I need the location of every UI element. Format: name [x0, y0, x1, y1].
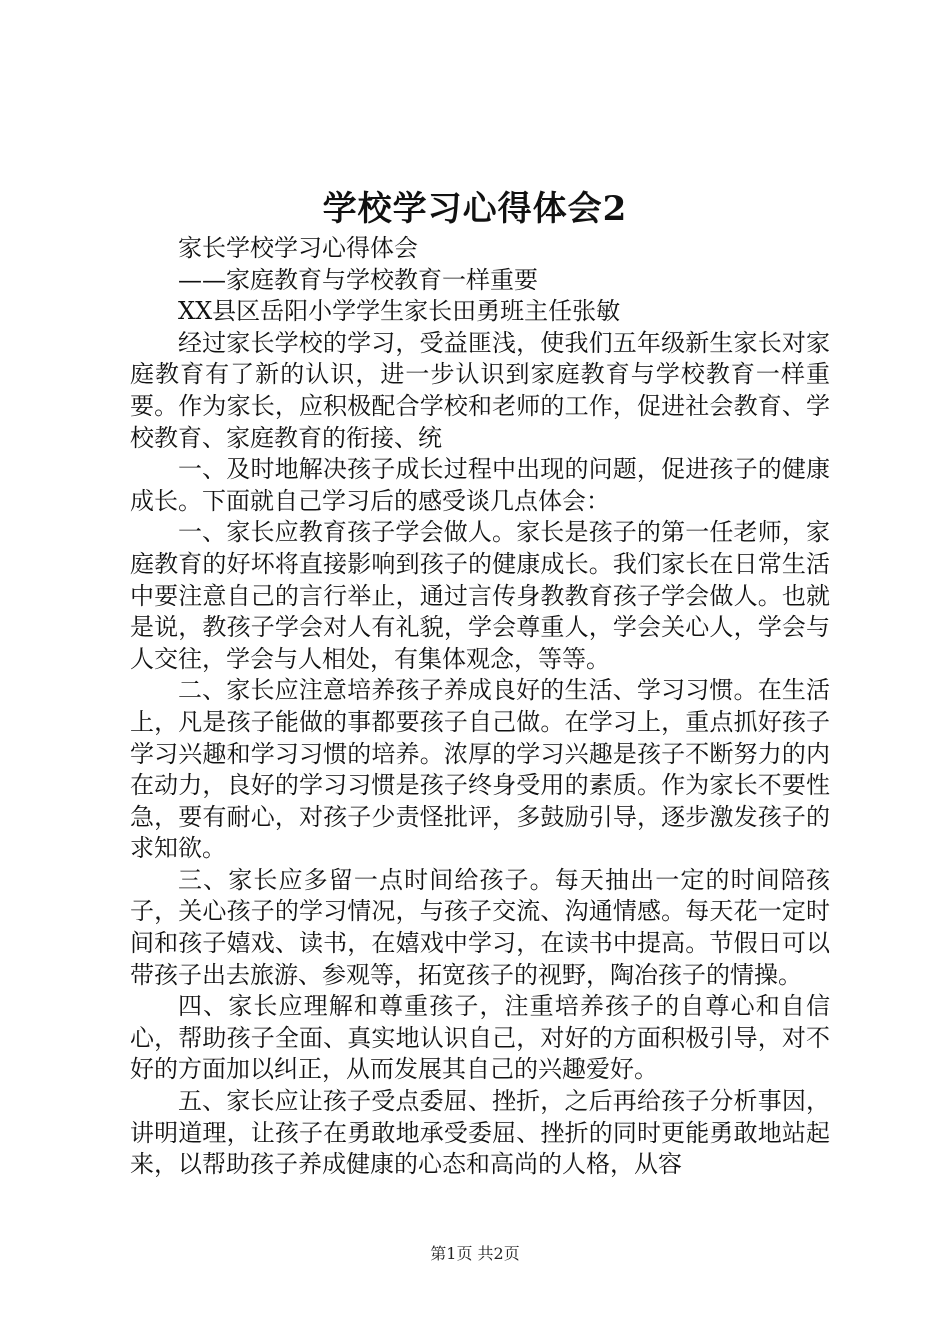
- document-title: 学校学习心得体会2: [322, 189, 628, 229]
- paragraph: 二、家长应注意培养孩子养成良好的生活、学习习惯。在生活上，凡是孩子能做的事都要孩子自己做。在学习上，重点抓好孩子学习兴趣和学习习惯的培养。浓厚的学习兴趣是孩子不断努力的内在动力，良好的学习习惯是孩子终身受用的素质。作为家长不要性急，要有耐心，对孩子少责怪批评，多鼓励引导，逐步激发孩子的求知欲。: [130, 676, 830, 863]
- paragraph: 四、家长应理解和尊重孩子，注重培养孩子的自尊心和自信心，帮助孩子全面、真实地认识自己，对好的方面积极引导，对不好的方面加以纠正，从而发展其自己的兴趣爱好。: [130, 992, 830, 1084]
- subtitle-line: 家长学校学习心得体会: [178, 234, 418, 262]
- page-number-footer: 第1页 共2页: [430, 1244, 520, 1263]
- paragraph: 五、家长应让孩子受点委屈、挫折，之后再给孩子分析事因，讲明道理，让孩子在勇敢地承受委屈、挫折的同时更能勇敢地站起来，以帮助孩子养成健康的心态和高尚的人格，从容: [130, 1087, 830, 1179]
- paragraph: 三、家长应多留一点时间给孩子。每天抽出一定的时间陪孩子，关心孩子的学习情况，与孩子交流、沟通情感。每天花一定时间和孩子嬉戏、读书，在嬉戏中学习，在读书中提高。节假日可以带孩子出去旅游、参观等，拓宽孩子的视野，陶冶孩子的情操。: [130, 865, 830, 989]
- author-line: XX县区岳阳小学学生家长田勇班主任张敏: [178, 297, 621, 326]
- subtitle-line: ——家庭教育与学校教育一样重要: [178, 265, 538, 294]
- document-body: [130, 233, 830, 1181]
- paragraph: 一、及时地解决孩子成长过程中出现的问题，促进孩子的健康成长。下面就自己学习后的感受谈几点体会：: [130, 455, 830, 515]
- paragraph: 经过家长学校的学习，受益匪浅，使我们五年级新生家长对家庭教育有了新的认识，进一步认识到家庭教育与学校教育一样重要。作为家长，应积极配合学校和老师的工作，促进社会教育、学校教育、家庭教育的衔接、统: [130, 328, 830, 452]
- paragraph: 一、家长应教育孩子学会做人。家长是孩子的第一任老师，家庭教育的好坏将直接影响到孩子的健康成长。我们家长在日常生活中要注意自己的言行举止，通过言传身教教育孩子学会做人。也就是说，教孩子学会对人有礼貌，学会尊重人，学会关心人，学会与人交往，学会与人相处，有集体观念，等等。: [130, 518, 830, 673]
